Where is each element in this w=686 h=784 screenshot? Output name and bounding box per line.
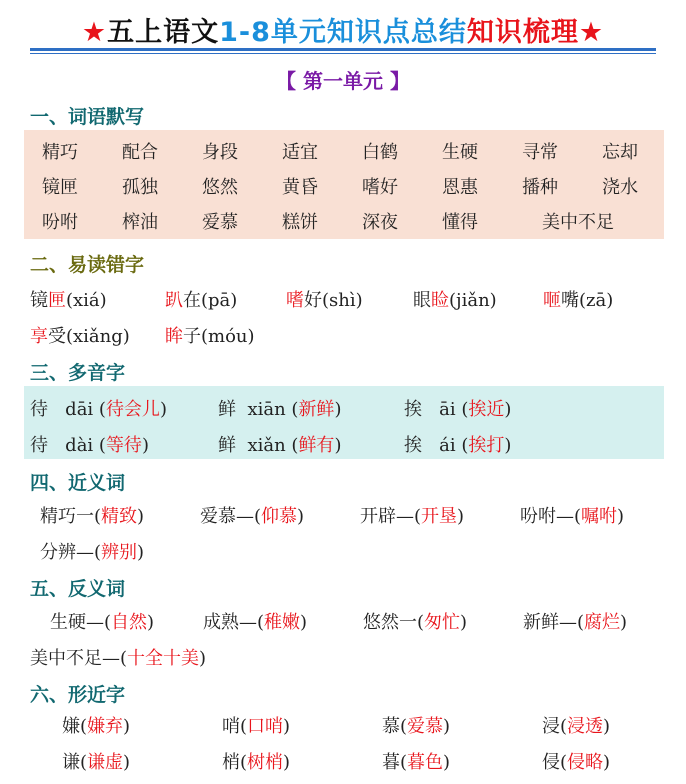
antonym-pair: 美中不足—(十全十美)	[30, 648, 207, 669]
vocab-word: 嗜好	[362, 177, 398, 198]
similar-answer: 侵略	[567, 752, 604, 773]
title-rule	[30, 48, 656, 51]
misread-post: (jiǎn)	[449, 290, 497, 311]
title-rule-thin	[30, 53, 656, 54]
antonym-pair: 悠然一(匆忙)	[363, 612, 468, 633]
vocab-word: 播种	[522, 177, 558, 198]
polyphone-word: 挨打	[468, 435, 505, 456]
similar-answer: 嫌弃	[87, 716, 124, 737]
vocab-word: 适宜	[282, 142, 318, 163]
unit-subtitle: 【 第一单元 】	[276, 69, 410, 93]
similar-char: 嫌	[62, 716, 80, 737]
similar-char: 慕	[382, 716, 400, 737]
synonym-answer: 精致	[101, 506, 138, 527]
vocab-word: 悠然	[202, 177, 238, 198]
synonym-answer: 嘱咐	[581, 506, 618, 527]
polyphone-item: 挨 āi (挨近)	[404, 399, 512, 420]
similar-char: 浸	[542, 716, 560, 737]
misread-char: 睑	[431, 290, 449, 311]
vocab-word: 寻常	[522, 142, 558, 163]
similar-char-item: 暮(暮色)	[382, 752, 451, 773]
misread-item	[165, 286, 237, 312]
polyphone-pinyin: xiān	[247, 399, 286, 420]
polyphone-pinyin: ái	[439, 435, 456, 456]
synonym-sep: —(	[396, 506, 422, 527]
similar-answer: 暮色	[407, 752, 444, 773]
misread-post: 好(shì)	[304, 290, 363, 311]
polyphone-char: 鲜	[218, 435, 236, 456]
similar-char: 梢	[222, 752, 240, 773]
similar-answer: 树梢	[247, 752, 284, 773]
synonym-pair: 精巧一(精致)	[40, 506, 145, 527]
similar-char: 谦	[62, 752, 80, 773]
synonym-pair: 爱慕—(仰慕)	[200, 506, 305, 527]
vocab-word: 爱慕	[202, 212, 238, 233]
polyphone-item: 鲜 xiān (新鲜)	[218, 399, 342, 420]
vocab-word: 镜匣	[42, 177, 78, 198]
similar-char: 侵	[542, 752, 560, 773]
synonym-word: 分辨	[40, 542, 76, 563]
synonym-sep: —(	[236, 506, 262, 527]
polyphone-item: 挨 ái (挨打)	[404, 435, 512, 456]
vocab-word: 浇水	[602, 177, 638, 198]
section-heading-vocab: 一、词语默写	[30, 106, 145, 128]
section-heading-misread: 二、易读错字	[30, 254, 145, 276]
antonym-word: 悠然	[363, 612, 399, 633]
polyphone-char: 挨	[404, 399, 422, 420]
misread-post: 子(móu)	[183, 326, 255, 347]
similar-char-item: 梢(树梢)	[222, 752, 291, 773]
synonym-sep: —(	[556, 506, 582, 527]
vocab-word: 榨油	[122, 212, 158, 233]
misread-char: 匣	[48, 290, 66, 311]
vocab-word: 黄昏	[282, 177, 318, 198]
antonym-answer: 腐烂	[584, 612, 621, 633]
vocab-word: 配合	[122, 142, 158, 163]
section-heading-antonyms: 五、反义词	[30, 578, 126, 600]
polyphone-word: 鲜有	[298, 435, 335, 456]
synonym-answer: 仰慕	[261, 506, 298, 527]
antonym-answer: 自然	[111, 612, 148, 633]
misread-char: 享	[30, 326, 48, 347]
antonym-word: 成熟	[203, 612, 239, 633]
similar-char-item: 慕(爱慕)	[382, 716, 451, 737]
antonym-sep: —(	[86, 612, 112, 633]
vocab-word: 吩咐	[42, 212, 78, 233]
polyphone-word: 挨近	[468, 399, 505, 420]
synonym-sep: 一(	[76, 506, 102, 527]
misread-post: 嘴(zā)	[561, 290, 614, 311]
misread-item	[543, 286, 613, 312]
similar-char-item: 谦(谦虚)	[62, 752, 131, 773]
title-part-topic: 1-8单元知识点总结	[219, 17, 467, 48]
antonym-answer: 十全十美	[127, 648, 200, 669]
star-icon: ★	[578, 17, 605, 48]
misread-pre: 镜	[30, 290, 48, 311]
star-icon: ★	[81, 17, 108, 48]
polyphone-pinyin: dāi	[65, 399, 94, 420]
antonym-word: 生硬	[50, 612, 86, 633]
antonym-sep: 一(	[399, 612, 425, 633]
section-heading-synonyms: 四、近义词	[30, 472, 126, 494]
title-part-grade: 五上语文	[107, 17, 220, 48]
misread-post: (xiá)	[66, 290, 107, 311]
polyphone-item: 鲜 xiǎn (鲜有)	[218, 435, 342, 456]
vocab-word: 生硬	[442, 142, 478, 163]
similar-char: 暮	[382, 752, 400, 773]
polyphone-item: 待 dāi (待会儿)	[30, 399, 167, 420]
similar-answer: 爱慕	[407, 716, 444, 737]
vocab-word: 深夜	[362, 212, 398, 233]
vocab-word: 精巧	[42, 142, 78, 163]
similar-char-item: 哨(口哨)	[222, 716, 291, 737]
similar-answer: 谦虚	[87, 752, 124, 773]
similar-answer: 浸透	[567, 716, 604, 737]
polyphone-word: 等待	[105, 435, 142, 456]
similar-char-item: 浸(浸透)	[542, 716, 611, 737]
misread-item	[30, 322, 130, 348]
misread-post: 受(xiǎng)	[48, 326, 130, 347]
synonym-answer: 辨别	[101, 542, 138, 563]
misread-item	[30, 286, 107, 312]
synonym-pair: 吩咐—(嘱咐)	[520, 506, 625, 527]
synonym-word: 精巧	[40, 506, 76, 527]
misread-char: 眸	[165, 326, 183, 347]
polyphone-word: 待会儿	[105, 399, 160, 420]
page-title	[0, 10, 686, 49]
synonym-pair: 分辨—(辨别)	[40, 542, 145, 563]
vocab-word: 美中不足	[542, 212, 614, 233]
section-heading-polyphone: 三、多音字	[30, 362, 126, 384]
misread-item	[286, 286, 363, 312]
synonym-pair: 开辟—(开垦)	[360, 506, 465, 527]
synonym-answer: 开垦	[421, 506, 458, 527]
vocab-word: 忘却	[602, 142, 638, 163]
antonym-sep: —(	[559, 612, 585, 633]
polyphone-char: 挨	[404, 435, 422, 456]
antonym-pair: 新鲜—(腐烂)	[523, 612, 628, 633]
antonym-pair: 成熟—(稚嫩)	[203, 612, 308, 633]
misread-char: 趴	[165, 290, 183, 311]
polyphone-pinyin: āi	[439, 399, 456, 420]
vocab-word: 恩惠	[442, 177, 478, 198]
antonym-sep: —(	[102, 648, 128, 669]
polyphone-char: 待	[30, 399, 48, 420]
antonym-pair: 生硬—(自然)	[50, 612, 155, 633]
section-heading-similar: 六、形近字	[30, 684, 126, 706]
misread-pre: 眼	[413, 290, 431, 311]
polyphone-pinyin: dài	[65, 435, 94, 456]
synonym-word: 开辟	[360, 506, 396, 527]
polyphone-item: 待 dài (等待)	[30, 435, 149, 456]
misread-post: 在(pā)	[183, 290, 238, 311]
vocab-word: 身段	[202, 142, 238, 163]
synonym-word: 爱慕	[200, 506, 236, 527]
polyphone-char: 待	[30, 435, 48, 456]
similar-char: 哨	[222, 716, 240, 737]
vocab-word: 白鹤	[362, 142, 398, 163]
antonym-word: 新鲜	[523, 612, 559, 633]
antonym-sep: —(	[239, 612, 265, 633]
title-part-summary: 知识梳理	[466, 17, 579, 48]
antonym-answer: 匆忙	[424, 612, 461, 633]
similar-answer: 口哨	[247, 716, 284, 737]
misread-item	[413, 286, 497, 312]
vocab-word: 糕饼	[282, 212, 318, 233]
misread-char: 咂	[543, 290, 561, 311]
synonym-word: 吩咐	[520, 506, 556, 527]
polyphone-pinyin: xiǎn	[247, 435, 286, 456]
similar-char-item: 侵(侵略)	[542, 752, 611, 773]
similar-char-item: 嫌(嫌弃)	[62, 716, 131, 737]
antonym-answer: 稚嫩	[264, 612, 301, 633]
vocab-word: 懂得	[442, 212, 478, 233]
polyphone-char: 鲜	[218, 399, 236, 420]
misread-char: 嗜	[286, 290, 304, 311]
antonym-word: 美中不足	[30, 648, 102, 669]
polyphone-word: 新鲜	[298, 399, 335, 420]
vocab-word: 孤独	[122, 177, 158, 198]
misread-item	[165, 322, 255, 348]
synonym-sep: —(	[76, 542, 102, 563]
